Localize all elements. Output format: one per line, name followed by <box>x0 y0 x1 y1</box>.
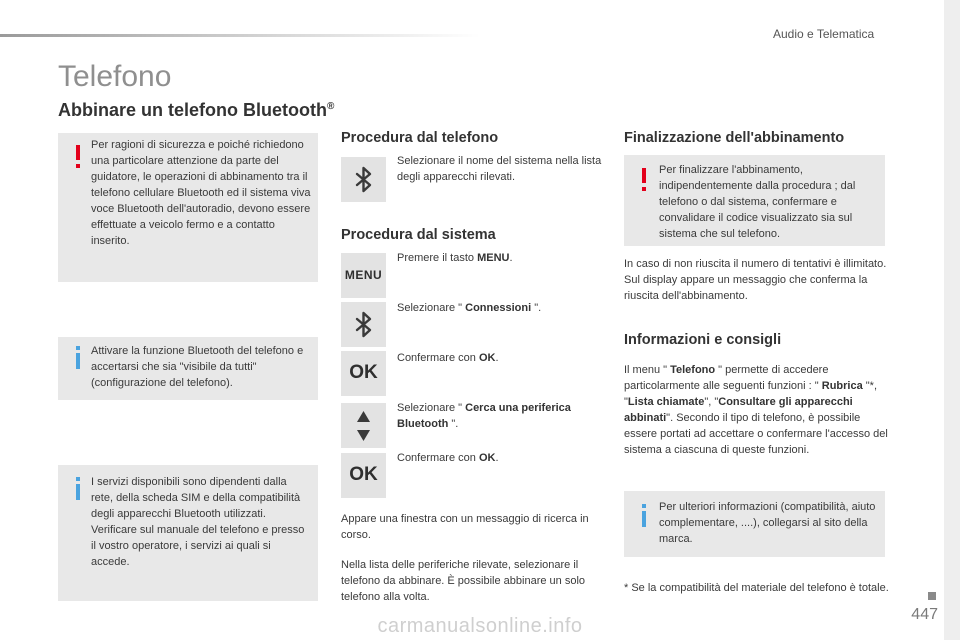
ok-button-tile <box>341 351 386 396</box>
info-icon <box>642 511 646 527</box>
more-info-box <box>624 491 885 557</box>
select-phone-text: Nella lista delle periferiche rilevate, selezionare il telefono da abbinare. È possibile abbinare un solo telefono alla volta. <box>341 559 586 603</box>
step-connections-pre: Selezionare " <box>397 302 466 314</box>
info-function-call-list: Lista chiamate <box>627 396 705 408</box>
watermark: carmanualsonline.info <box>377 615 583 637</box>
finalize-text: In caso di non riuscita il numero di tentativi è illimitato. Sul display appare un messaggio che conferma la riuscita dell'abbinamento. <box>624 258 887 302</box>
step-confirm-1-post: . <box>495 352 499 364</box>
search-message-text: Appare una finestra con un messaggio di ricerca in corso. <box>341 513 589 541</box>
ok-key-label: OK <box>349 464 378 485</box>
subtitle-text: Abbinare un telefono Bluetooth <box>58 100 327 120</box>
safety-warning-text: Per ragioni di sicurezza e poiché richiedono una particolare attenzione da parte del guidatore, le operazioni di abbinamento tra il telefono cellulare Bluetooth ed il sistema viva voce Bluetooth dell'autoradio, devono essere effettuate a veicolo fermo e a contatto inserito. <box>91 139 311 247</box>
header-rule <box>0 34 480 37</box>
step-confirm-2-text <box>397 450 609 466</box>
step-confirm-1-text <box>397 350 609 366</box>
menu-button-tile <box>341 253 386 298</box>
section-name: Audio e Telematica <box>773 27 875 41</box>
phone-procedure-heading: Procedura dal telefono <box>341 130 499 146</box>
info-function-phonebook: Rubrica <box>821 380 863 392</box>
info-intro-b: " permette di accedere particolarmente alle seguenti funzioni : " <box>624 364 829 392</box>
info-icon <box>76 353 80 369</box>
finalize-warning-text: Per finalizzare l'abbinamento, indipendentemente dalla procedura ; dal telefono o dal sistema, confermare e convalidare il codice visualizzato sia sul sistema che sul telefono. <box>659 164 856 240</box>
ok-button-tile <box>341 453 386 498</box>
step-search-key: Cerca una periferica Bluetooth <box>397 402 571 430</box>
finalize-warning-box <box>624 155 885 246</box>
page-subtitle <box>58 100 334 121</box>
step-menu-post: . <box>509 252 513 264</box>
warning-icon <box>642 168 646 183</box>
bluetooth-tile <box>341 157 386 202</box>
warning-icon <box>76 145 80 160</box>
info-tail: ". Secondo il tipo di telefono, è possibile essere portati ad accettare o confermare l'accesso del sistema a ciascuna di queste funzioni. <box>624 412 888 456</box>
step-menu-pre: Premere il tasto <box>397 252 478 264</box>
bluetooth-icon <box>341 302 386 347</box>
step-connections-key: Connessioni <box>465 302 532 314</box>
page-number: 447 <box>911 606 938 623</box>
step-confirm-2-key: OK <box>478 452 496 464</box>
step-search-post: ". <box>448 418 459 430</box>
step-menu-key: MENU <box>477 252 510 264</box>
step-confirm-1-pre: Confermare con <box>397 352 479 364</box>
ok-key-label: OK <box>349 362 378 383</box>
step-confirm-2-post: . <box>495 452 499 464</box>
menu-key-label: MENU <box>344 268 383 282</box>
phone-procedure-text: Selezionare il nome del sistema nella lista degli apparecchi rilevati. <box>397 155 602 183</box>
finalize-heading: Finalizzazione dell'abbinamento <box>624 130 845 146</box>
bluetooth-tile <box>341 302 386 347</box>
page-marker <box>928 592 936 600</box>
step-menu-text <box>397 250 609 266</box>
info-icon <box>76 484 80 500</box>
step-search-pre: Selezionare " <box>397 402 466 414</box>
services-info-box <box>58 465 318 601</box>
footnote: * Se la compatibilità del materiale del telefono è totale. <box>624 582 889 594</box>
info-heading: Informazioni e consigli <box>624 332 782 348</box>
info-function-paired-devices: Consultare gli apparecchi abbinati <box>624 396 853 424</box>
arrows-tile <box>341 403 386 448</box>
page-edge-strip <box>944 0 960 640</box>
system-procedure-heading: Procedura dal sistema <box>341 227 496 243</box>
info-text <box>624 362 889 458</box>
step-search-text <box>397 400 609 432</box>
info-menu-name: Telefono <box>670 364 716 376</box>
step-confirm-1-key: OK <box>478 352 496 364</box>
more-info-text: Per ulteriori informazioni (compatibilità, aiuto complementare, ....), collegarsi al sito della marca. <box>659 501 876 545</box>
services-info-text: I servizi disponibili sono dipendenti dalla rete, della scheda SIM e della compatibilità degli apparecchi Bluetooth utilizzati. Verificare sul manuale del telefono e presso il vostro operatore, i servizi ai quali si accede. <box>91 476 305 568</box>
up-down-arrows-icon <box>341 403 386 448</box>
step-confirm-2-pre: Confermare con <box>397 452 479 464</box>
step-connections-post: ". <box>531 302 542 314</box>
safety-warning-box <box>58 133 318 282</box>
info-intro-a: Il menu " <box>624 364 671 376</box>
bluetooth-icon <box>341 157 386 202</box>
bluetooth-info-text: Attivare la funzione Bluetooth del telefono e accertarsi che sia "visibile da tutti" (configurazione del telefono). <box>91 345 304 389</box>
page-title: Telefono <box>58 60 172 93</box>
bluetooth-info-box <box>58 337 318 400</box>
registered-mark: ® <box>326 101 335 112</box>
info-sep-1: "*, " <box>624 380 878 408</box>
step-connections-text <box>397 300 609 316</box>
info-sep-2: ", " <box>704 396 719 408</box>
